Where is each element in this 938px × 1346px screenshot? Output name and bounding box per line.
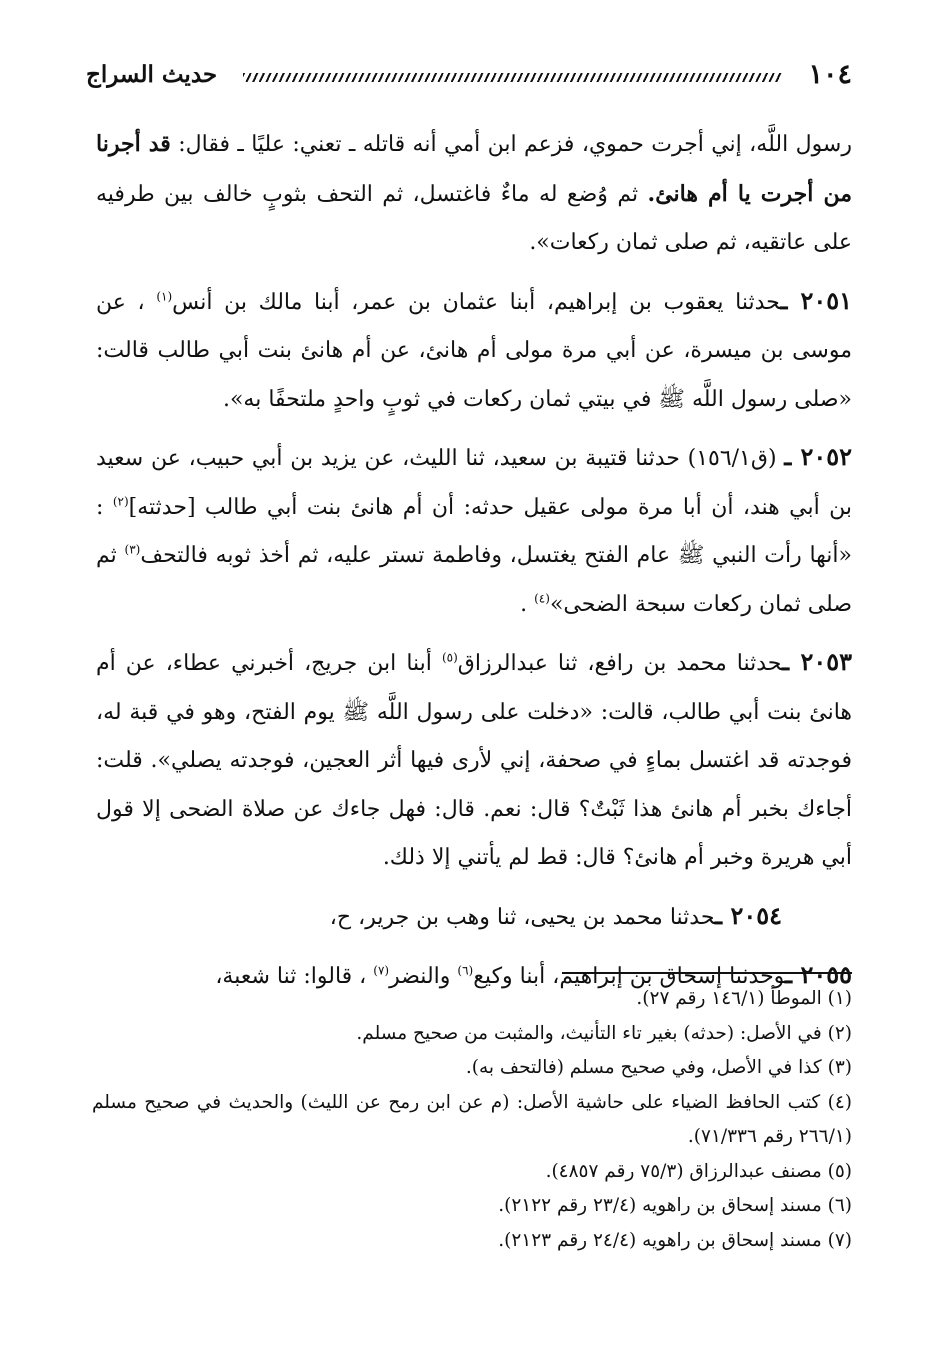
hadith-2052 [96,433,852,629]
text-span: : «أنها رأت النبي ﷺ عام الفتح يغتسل، وفاطمة تستر عليه، ثم أخذ ثوبه فالتحف [96,494,852,568]
footnote-ref: (١) [156,289,173,304]
hadith-2054 [96,892,852,943]
text-span: وحدثنا إسحاق بن إبراهيم، أبنا وكيع [473,964,786,989]
footnote: (٧) مسند إسحاق بن راهويه (٢٤/٤ رقم ٢١٢٣). [498,1229,852,1251]
hadith-2053 [96,638,852,883]
page-number: ١٠٤ [808,58,852,90]
hadith-number: ٢٠٥٥ ـ [785,960,852,989]
footnotes [92,982,852,1258]
paragraph-continuation [96,120,852,268]
text-span: ثم صلى ثمان ركعات سبحة الضحى» [96,543,852,617]
header-hatch-rule [243,73,782,82]
hadith-number: ٢٠٥٣ ـ [782,647,853,676]
footnote: (٦) مسند إسحاق بن راهويه (٢٣/٤ رقم ٢١٢٢). [498,1195,852,1216]
footnote: (٢) في الأصل: (حدثه) بغير تاء التأنيث، والمثبت من صحيح مسلم. [356,1022,852,1044]
bold-quote: قد أجرنا من أجرت يا أم هانئ. [96,131,852,207]
text-span: حدثنا محمد بن رافع، ثنا عبدالرزاق [457,651,782,676]
footnote-ref: (٥) [441,650,458,665]
hadith-2051 [96,277,852,425]
footnote: (٤) كتب الحافظ الضياء على حاشية الأصل: (م عن ابن رمح عن الليث) والحديث في صحيح مسلم (٢٦٦/١ رقم ٧١/٣٣٦). [92,1091,852,1147]
text-span: . [520,591,535,617]
text-span: حدثنا يعقوب بن إبراهيم، أبنا عثمان بن عمر، أبنا مالك بن أنس [172,289,781,315]
text-span: ، قالوا: ثنا شعبة، [215,964,374,989]
main-text [96,120,852,1002]
hadith-number: ٢٠٥٢ ـ [784,442,852,471]
text-span: أبنا ابن جريج، أخبرني عطاء، عن أم هانئ بنت أبي طالب، قالت: «دخلت على رسول اللَّه ﷺ يوم الفتح، وهو في قبة له، فوجدته قد اغتسل بماءٍ في صحفة، إني لأرى فيها أثر العجين، فوجدته يصلي». قلت: أجاءك بخبر أم هانئ هذا ثَبْتٌ؟ قال: نعم. قال: فهل جاءك عن صلاة الضحى إلا قول أبي هريرة وخبر أم هانئ؟ قال: قط لم يأتني إلا ذلك. [96,651,852,870]
text-span: رسول اللَّه، إني أجرت حموي، فزعم ابن أمي أنه قاتله ـ تعني: عليًا ـ فقال: [170,132,852,157]
running-title: حديث السراج [86,60,218,88]
hadith-number: ٢٠٥١ ـ [780,285,853,315]
page-header [86,50,852,98]
footnote: (٥) مصنف عبدالرزاق (٧٥/٣ رقم ٤٨٥٧). [545,1160,852,1182]
footnote-ref: (٧) [373,963,390,978]
text-span: (ق١٥٦/١) حدثنا قتيبة بن سعيد، ثنا الليث، عن يزيد بن أبي حبيب، عن سعيد بن أبي هند، أن أبا مرة مولى عقيل حدثه: أن أم هانئ بنت أبي طالب [حدثته] [96,446,853,520]
footnote-separator [562,972,852,974]
hadith-number: ٢٠٥٤ ـ [715,900,782,930]
footnote-ref: (٣) [124,542,141,557]
footnote-ref: (٤) [534,591,550,606]
text-span: حدثنا محمد بن يحيى، ثنا وهب بن جرير، ح، [329,904,716,930]
text-span: ثم وُضع له ماءٌ فاغتسل، ثم التحف بثوبٍ خالف بين طرفيه على عاتقيه، ثم صلى ثمان ركعات». [96,181,852,255]
footnote: (٣) كذا في الأصل، وفي صحيح مسلم (فالتحف به). [465,1057,852,1078]
footnote: (١) الموطأ (١٤٦/١ رقم ٢٧). [636,988,852,1009]
footnote-ref: (٢) [112,494,129,509]
footnote-ref: (٦) [457,963,474,978]
text-span: والنضر [389,964,458,989]
text-span: ، عن موسى بن ميسرة، عن أبي مرة مولى أم هانئ، عن أم هانئ بنت أبي طالب قالت: «صلى رسول اللَّه ﷺ في بيتي ثمان ركعات في ثوبٍ واحدٍ ملتحفًا به». [96,289,852,412]
